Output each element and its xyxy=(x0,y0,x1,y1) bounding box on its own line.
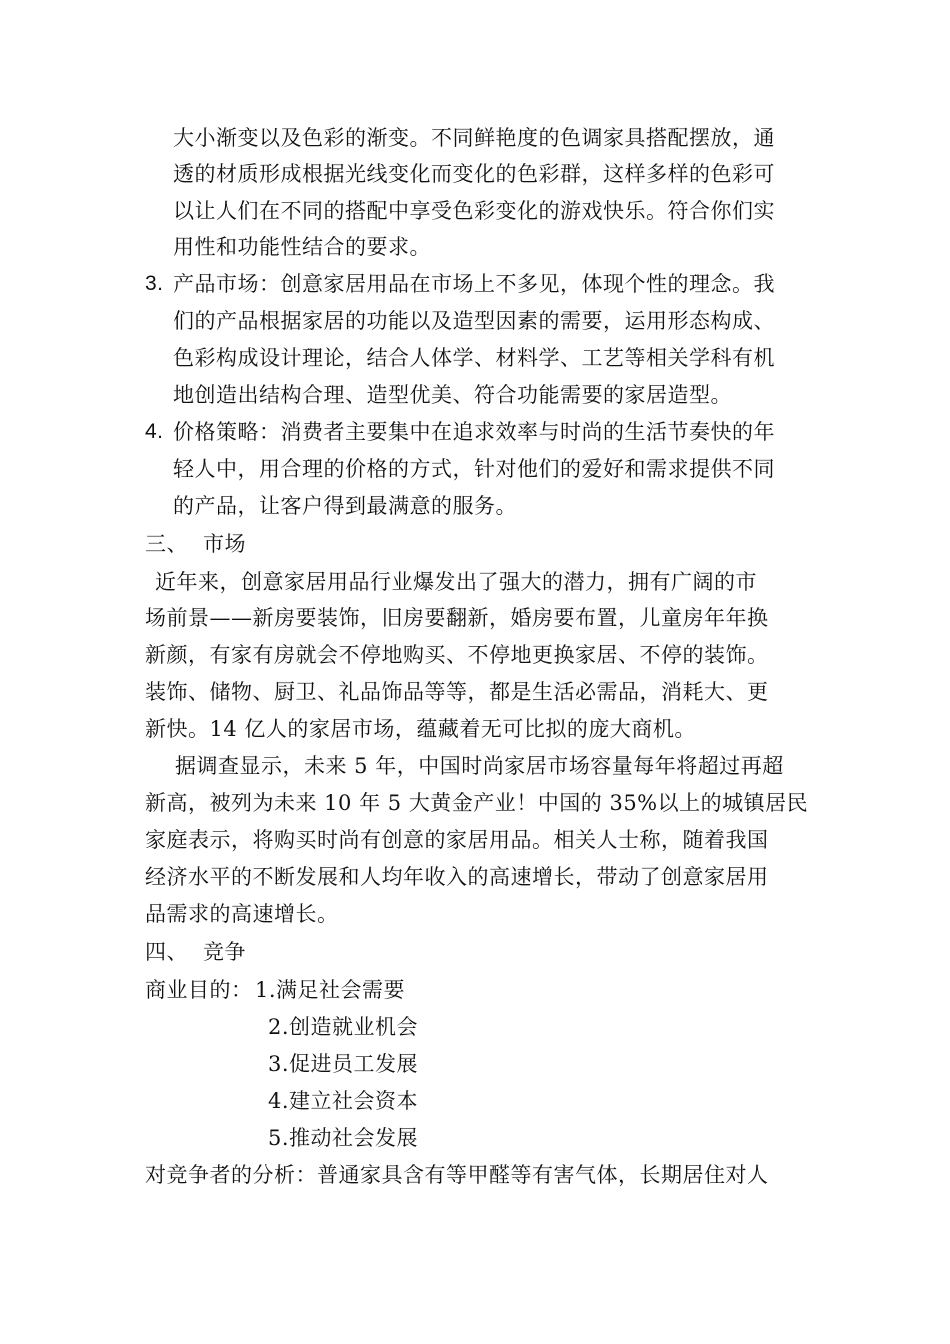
paragraph-line: 对竞争者的分析：普通家具含有等甲醛等有害气体，长期居住对人 xyxy=(145,1163,769,1187)
paragraph-line: 近年来，创意家居用品行业爆发出了强大的潜力，拥有广阔的市 xyxy=(155,570,757,594)
section-title: 市场 xyxy=(203,532,246,556)
list-number: 3. xyxy=(145,272,164,295)
paragraph-line: 装饰、储物、厨卫、礼品饰品等等，都是生活必需品，消耗大、更 xyxy=(145,680,769,704)
list-item-line: 产品市场：创意家居用品在市场上不多见，体现个性的理念。我 xyxy=(173,272,775,296)
paragraph-line: 新快。14 亿人的家居市场，蕴藏着无可比拟的庞大商机。 xyxy=(145,717,696,741)
list-item-line: 价格策略：消费者主要集中在追求效率与时尚的生活节奏快的年 xyxy=(173,420,775,444)
goal-item: 1.满足社会需要 xyxy=(255,978,406,1002)
paragraph-line: 用性和功能性结合的要求。 xyxy=(173,235,431,259)
list-item-line: 地创造出结构合理、造型优美、符合功能需要的家居造型。 xyxy=(173,383,732,407)
paragraph-line: 大小渐变以及色彩的渐变。不同鲜艳度的色调家具搭配摆放，通 xyxy=(173,126,775,150)
list-item-line: 色彩构成设计理论，结合人体学、材料学、工艺等相关学科有机 xyxy=(173,346,775,370)
paragraph-line: 场前景——新房要装饰，旧房要翻新，婚房要布置，儿童房年年换 xyxy=(145,606,769,630)
list-item-line: 的产品，让客户得到最满意的服务。 xyxy=(173,494,517,518)
paragraph-line: 品需求的高速增长。 xyxy=(145,902,339,926)
paragraph-line: 家庭表示，将购买时尚有创意的家居用品。相关人士称，随着我国 xyxy=(145,828,769,852)
paragraph-line: 透的材质形成根据光线变化而变化的色彩群，这样多样的色彩可 xyxy=(173,162,775,186)
goal-item: 3.促进员工发展 xyxy=(268,1052,419,1076)
list-item-line: 们的产品根据家居的功能以及造型因素的需要，运用形态构成、 xyxy=(173,309,775,333)
section-title: 竞争 xyxy=(203,940,246,964)
paragraph-line: 据调查显示，未来 5 年，中国时尚家居市场容量每年将超过再超 xyxy=(175,754,784,778)
paragraph-line: 新高，被列为未来 10 年 5 大黄金产业！中国的 35%以上的城镇居民 xyxy=(145,791,809,815)
paragraph-line: 经济水平的不断发展和人均年收入的高速增长，带动了创意家居用 xyxy=(145,865,769,889)
goal-item: 2.创造就业机会 xyxy=(268,1015,419,1039)
goals-label: 商业目的： xyxy=(145,978,253,1002)
goal-item: 4.建立社会资本 xyxy=(268,1089,419,1113)
list-number: 4. xyxy=(145,420,164,443)
paragraph-line: 新颜，有家有房就会不停地购买、不停地更换家居、不停的装饰。 xyxy=(145,643,769,667)
section-number: 四、 xyxy=(145,940,188,964)
paragraph-line: 以让人们在不同的搭配中享受色彩变化的游戏快乐。符合你们实 xyxy=(173,199,775,223)
section-number: 三、 xyxy=(145,532,188,556)
list-item-line: 轻人中，用合理的价格的方式，针对他们的爱好和需求提供不同 xyxy=(173,457,775,481)
goal-item: 5.推动社会发展 xyxy=(268,1126,419,1150)
